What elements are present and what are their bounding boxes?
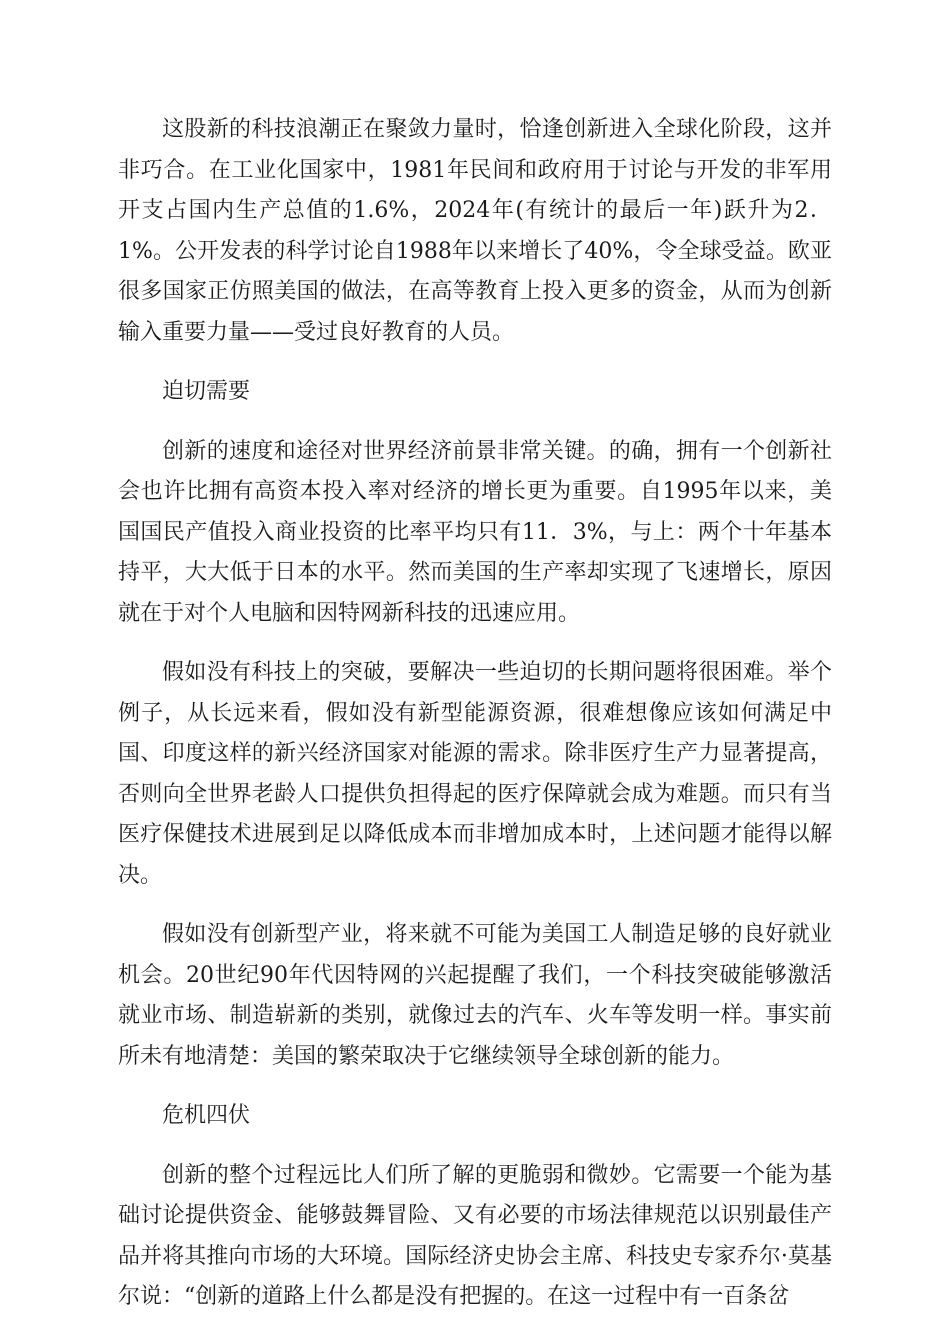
section-heading-crisis: 危机四伏 xyxy=(162,1103,251,1128)
section-heading-urgent-need: 迫切需要 xyxy=(162,379,251,404)
paragraph-innovation-fragile: 创新的整个过程远比人们所了解的更脆弱和微妙。它需要一个能为基础讨论提供资金、能够鼓舞冒险、又有必要的市场法律规范以识别最佳产品并将其推向市场的大环境。国际经济史协会主席、科技史专家乔尔·莫基尔说：“创新的道路上什么都是没有把握的。在这一过程中有一百条岔 xyxy=(118,1162,832,1309)
paragraph-innovative-industries: 假如没有创新型产业，将来就不可能为美国工人制造足够的良好就业机会。20世纪90年代因特网的兴起提醒了我们，一个科技突破能够激活就业市场、制造崭新的类别，就像过去的汽车、火车等发明一样。事实前所未有地清楚：美国的繁荣取决于它继续领导全球创新的能力。 xyxy=(118,922,832,1069)
paragraph-tech-breakthrough: 假如没有科技上的突破，要解决一些迫切的长期问题将很困难。举个例子，从长远来看，假如没有新型能源资源，很难想像应该如何满足中国、印度这样的新兴经济国家对能源的需求。除非医疗生产力显著提高，否则向全世界老龄人口提供负担得起的医疗保障就会成为难题。而只有当医疗保健技术进展到足以降低成本而非增加成本时，上述问题才能得以解决。 xyxy=(118,660,832,888)
document-body xyxy=(118,110,832,1337)
paragraph-innovation-speed: 创新的速度和途径对世界经济前景非常关键。的确，拥有一个创新社会也许比拥有高资本投入率对经济的增长更为重要。自1995年以来，美国国民产值投入商业投资的比率平均只有11．3%，与上：两个十年基本持平，大大低于日本的水平。然而美国的生产率却实现了飞速增长，原因就在于对个人电脑和因特网新科技的迅速应用。 xyxy=(118,438,832,626)
paragraph-global-innovation: 这股新的科技浪潮正在聚敛力量时，恰逢创新进入全球化阶段，这并非巧合。在工业化国家中，1981年民间和政府用于讨论与开发的非军用开支占国内生产总值的1.6%，2024年(有统计的最后一年)跃升为2．1%。公开发表的科学讨论自1988年以来增长了40%，令全球受益。欧亚很多国家正仿照美国的做法，在高等教育上投入更多的资金，从而为创新输入重要力量——受过良好教育的人员。 xyxy=(118,117,832,345)
